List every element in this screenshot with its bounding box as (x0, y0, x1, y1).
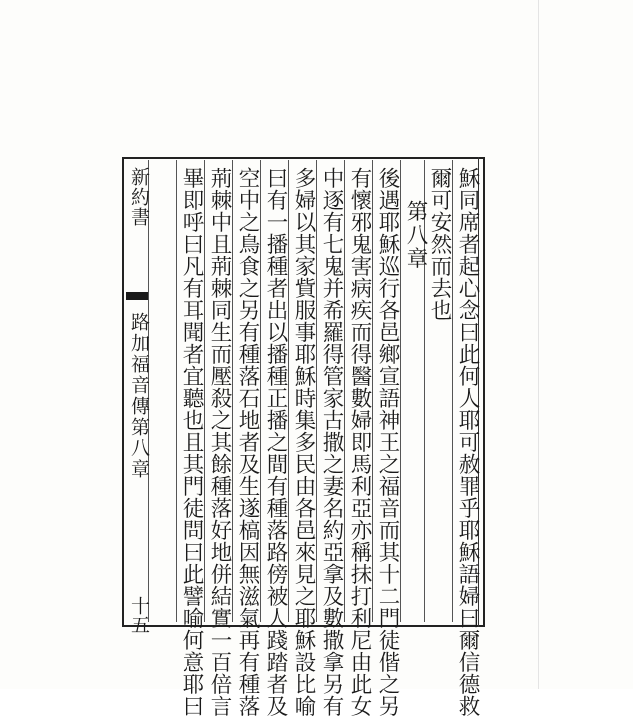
folio-number: 十五 (128, 596, 150, 634)
text-column: 爾可安然而去也 (427, 167, 452, 321)
margin-book-title: 路加福音傳第八章 (128, 312, 150, 480)
text-column: 有懷邪鬼害病疾而得醫數婦即馬利亞亦稱抹打利尼由此女 (347, 167, 372, 717)
text-column: 穌同席者起心念曰此何人耶可赦罪乎耶穌語婦曰爾信德救 (455, 167, 480, 717)
text-column: 畢即呼曰凡有耳聞者宜聽也且其門徒問曰此譬喻何意耶曰 (179, 167, 204, 717)
page-spine (538, 0, 539, 689)
text-column: 空中之鳥食之另有種落石地者及生遂槁因無滋氣再有種落 (235, 167, 260, 717)
text-column: 後遇耶穌巡行各邑鄉宣語神王之福音而其十二門徒偕之另 (375, 167, 400, 717)
text-column: 多婦以其家貲服事耶穌時集多民由各邑來見之耶穌設比喻 (291, 167, 316, 717)
margin-top-text: 新約書 (128, 167, 150, 227)
text-column: 曰有一播種者出以播種正播之間有種落路傍被人踐踏者及 (263, 167, 288, 717)
text-column: 荊棘中且荊棘同生而壓殺之其餘種落好地併結實一百倍言 (207, 167, 232, 717)
chapter-heading: 第八章 (403, 200, 428, 271)
text-column: 中逐有七鬼并希羅得管家古撒之妻名約亞拿及數撒拿另有 (319, 167, 344, 717)
fish-tail-mark (126, 292, 148, 300)
